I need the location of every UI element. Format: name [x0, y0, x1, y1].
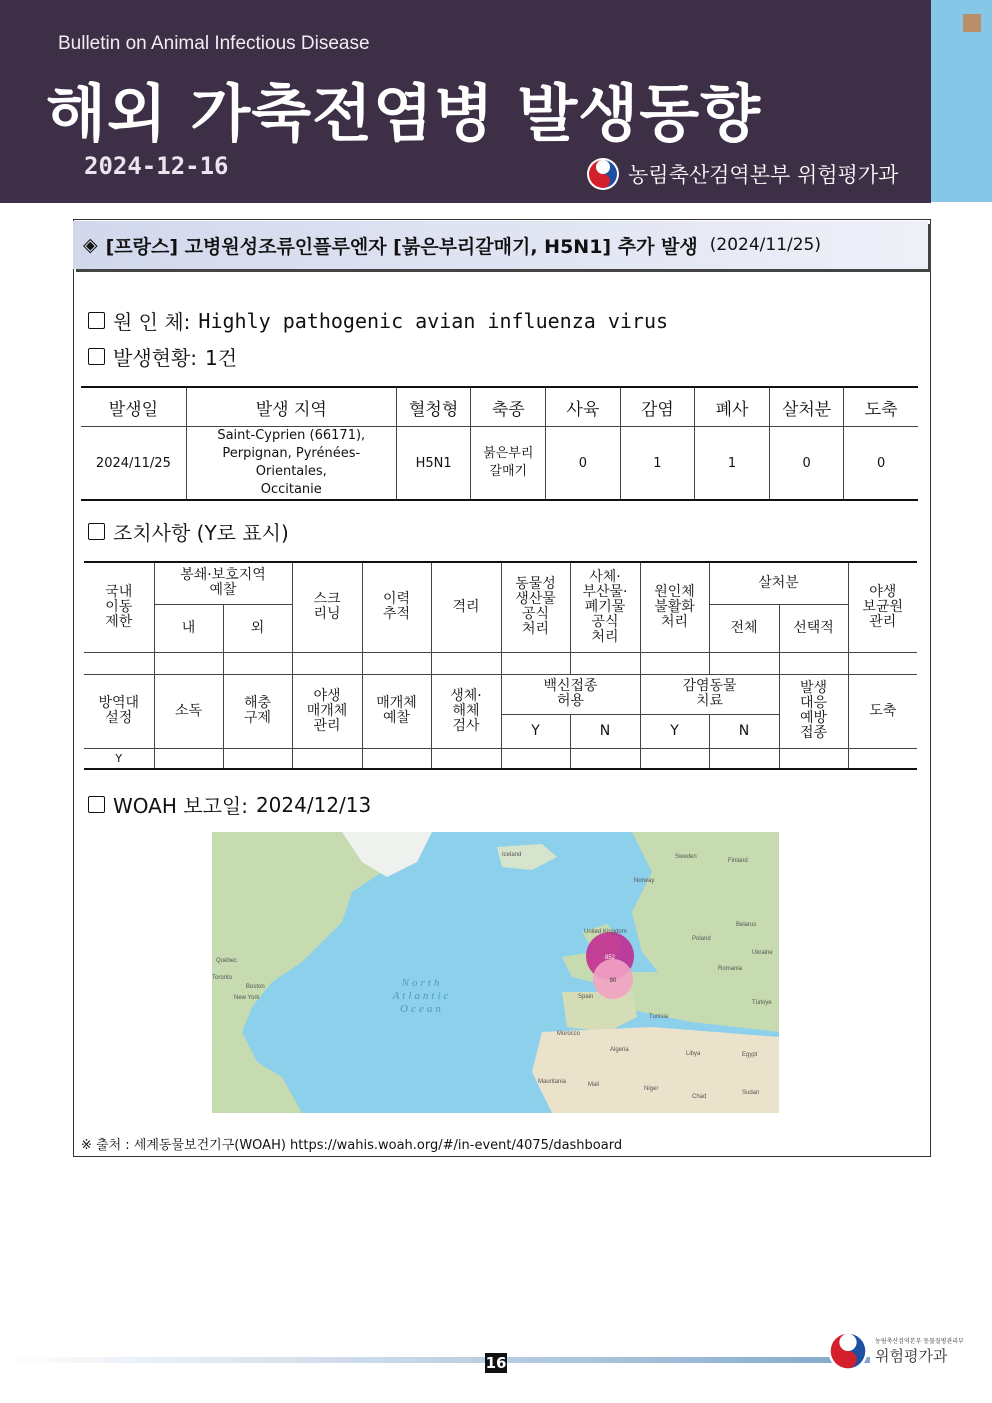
cell-reared: 0 [546, 427, 621, 501]
place-label: Poland [692, 936, 711, 942]
place-label: Chad [692, 1094, 707, 1100]
ocean-label: Atlantic [392, 990, 452, 1002]
pathogen-value: Highly pathogenic avian influenza virus [198, 308, 669, 333]
hdr-line: 발생 [799, 680, 828, 696]
col-header: 발생 지역 [186, 387, 396, 427]
hdr-vector-control [223, 674, 292, 748]
checkbox-icon [88, 523, 105, 540]
hdr-line: 감염동물 [682, 678, 737, 694]
place-label: Ukraine [752, 950, 773, 956]
hdr-wild-reservoir [848, 562, 917, 652]
status-value: 1건 [205, 346, 238, 370]
taegeuk-logo-icon [586, 157, 620, 191]
place-label: Finland [728, 858, 748, 864]
table-cell [709, 652, 779, 674]
place-label: Niger [644, 1086, 659, 1092]
place-label: Morocco [557, 1031, 581, 1037]
place-label: Boston [246, 984, 265, 990]
place-label: New York [234, 995, 260, 1001]
place-label: Mauritania [538, 1079, 567, 1085]
hdr-line: 부산물· [582, 583, 628, 600]
hdr-line: 이력 [382, 591, 411, 608]
woah-label: WOAH 보고일: [113, 794, 248, 818]
measures-line [88, 517, 289, 546]
table-cell [501, 652, 570, 674]
hdr-line: 처리 [660, 613, 689, 630]
measures-value-row [84, 652, 917, 674]
hdr-line: 국내 [105, 583, 133, 600]
place-label: Türkiye [752, 1000, 772, 1006]
org-badge [586, 156, 898, 192]
hdr-preventive-vacc [779, 674, 848, 748]
cell-slaughtered: 0 [844, 427, 918, 501]
place-label: Egypt [742, 1052, 758, 1058]
col-header: 혈청형 [396, 387, 471, 427]
hdr-line: 예방 [799, 710, 828, 726]
table-cell [431, 748, 501, 769]
col-header: 사육 [546, 387, 621, 427]
hdr-line: 백신접종 [543, 678, 598, 694]
table-cell [570, 652, 640, 674]
place-label: Belarus [736, 922, 757, 928]
place-label: Algeria [610, 1047, 629, 1053]
measures-header-row [84, 562, 917, 604]
hdr-line: 보균원 [862, 598, 904, 615]
hdr-line: 생체· [450, 687, 482, 704]
table-cell [848, 652, 917, 674]
measures-table [84, 561, 917, 770]
hdr-in: 내 [154, 604, 223, 652]
checkbox-icon [88, 348, 105, 365]
hdr-line: 공식 [521, 606, 550, 623]
table-cell [779, 652, 848, 674]
hdr-line: 예찰 [209, 582, 237, 599]
table-cell [362, 652, 431, 674]
hdr-line: 이동 [105, 598, 133, 615]
measures-header-row-2 [84, 674, 917, 714]
place-label: Norway [634, 878, 655, 884]
hdr-vaccination [501, 674, 640, 714]
region-line: Saint-Cyprien (66171), [217, 428, 366, 443]
hdr-line: 구제 [243, 710, 272, 726]
species-line: 붉은부리 [483, 446, 534, 461]
place-label: Spain [578, 994, 594, 1000]
col-header: 감염 [620, 387, 695, 427]
map-svg [212, 832, 779, 1113]
hdr-out: 외 [223, 604, 292, 652]
hdr-line: 제한 [105, 613, 133, 630]
taegeuk-logo-icon [827, 1330, 869, 1372]
hdr-culling: 살처분 [709, 562, 848, 604]
section-title-text: [프랑스] 고병원성조류인플루엔자 [붉은부리갈매기, H5N1] 추가 발생 [105, 235, 698, 258]
table-cell [501, 748, 570, 769]
cell-species [471, 427, 546, 501]
cell-infected: 1 [620, 427, 695, 501]
table-header-row [81, 387, 918, 427]
org-name: 농림축산검역본부 위험평가과 [628, 163, 899, 187]
table-cell [292, 748, 362, 769]
hdr-cull-all: 전체 [709, 604, 779, 652]
place-label: Toronto [212, 975, 233, 981]
hdr-line: 방역대 [98, 695, 140, 711]
cell-culled: 0 [769, 427, 844, 501]
region-line: Perpignan, Pyrénées-Orientales, [222, 446, 361, 479]
status-label: 발생현황: [113, 346, 198, 370]
ocean-label: Ocean [400, 1003, 444, 1015]
table-cell [640, 748, 709, 769]
cell-serotype: H5N1 [396, 427, 471, 501]
hdr-line: 야생 [869, 583, 897, 600]
table-cell [292, 652, 362, 674]
hdr-treatment [640, 674, 779, 714]
table-cell [223, 652, 292, 674]
hdr-line: 허용 [556, 693, 585, 709]
page-title: 해외 가축전염병 발생동향 [46, 77, 761, 150]
hdr-line: 봉쇄·보호지역 [180, 567, 266, 584]
table-cell [779, 748, 848, 769]
place-label: Sweden [675, 854, 697, 860]
hdr-line: 설정 [105, 710, 133, 726]
hdr-line: 접종 [799, 725, 828, 741]
hdr-line: 원인체 [654, 583, 695, 600]
pathogen-label: 원 인 체: [113, 310, 191, 334]
place-label: Romania [718, 966, 743, 972]
ocean-label: North [401, 977, 443, 989]
footer-logo [827, 1330, 964, 1372]
table-cell [362, 748, 431, 769]
hdr-screening [292, 562, 362, 652]
hdr-line: 처리 [591, 628, 619, 645]
hdr-line: 공식 [591, 613, 619, 630]
cell-dead: 1 [695, 427, 770, 501]
hdr-quarantine: 격리 [431, 562, 501, 652]
hdr-y: Y [640, 714, 709, 748]
hdr-wildlife-mgmt [292, 674, 362, 748]
header-banner [0, 0, 931, 203]
table-cell [570, 748, 640, 769]
accent-square [963, 14, 981, 32]
hdr-line: 리닝 [313, 606, 341, 623]
footer-gradient-line [0, 1357, 870, 1363]
place-label: Mali [588, 1082, 600, 1088]
place-label: United Kingdom [584, 929, 627, 935]
page-number: 16 [485, 1354, 507, 1372]
col-header: 살처분 [769, 387, 844, 427]
table-cell [709, 748, 779, 769]
outbreak-map[interactable] [212, 832, 779, 1113]
woah-line [88, 790, 371, 819]
hdr-n: N [709, 714, 779, 748]
place-label: Sudan [742, 1090, 760, 1096]
cluster-label-large: 852 [604, 955, 616, 961]
outbreak-table [81, 386, 918, 501]
hdr-line: 스크 [313, 591, 341, 608]
hdr-line: 관리 [869, 613, 897, 630]
hdr-line: 불활화 [654, 598, 695, 615]
hdr-line: 해체 [452, 702, 480, 719]
hdr-vector-surveillance [362, 674, 431, 748]
place-label: Libya [686, 1051, 701, 1057]
cluster-label-small: 90 [609, 978, 617, 984]
measures-label: 조치사항 (Y로 표시) [113, 521, 289, 545]
table-cell [848, 748, 917, 769]
table-cell [640, 652, 709, 674]
hdr-y: Y [501, 714, 570, 748]
hdr-line: 사체· [589, 568, 621, 585]
table-cell [223, 748, 292, 769]
hdr-inactivation [640, 562, 709, 652]
hdr-containment [154, 562, 292, 604]
col-header: 발생일 [81, 387, 186, 427]
hdr-line: 치료 [695, 693, 724, 709]
hdr-tracing [362, 562, 431, 652]
table-cell [154, 748, 223, 769]
section-date: (2024/11/25) [709, 235, 821, 255]
place-label: Iceland [502, 852, 522, 858]
pathogen-line [88, 306, 668, 335]
bulletin-subtitle: Bulletin on Animal Infectious Disease [58, 33, 370, 54]
hdr-antemortem [431, 674, 501, 748]
section-heading [73, 221, 928, 269]
hdr-disinfection: 소독 [154, 674, 223, 748]
col-header: 폐사 [695, 387, 770, 427]
table-cell [154, 652, 223, 674]
hdr-line: 대응 [799, 695, 828, 711]
hdr-line: 해충 [243, 695, 272, 711]
hdr-zoning [84, 674, 154, 748]
hdr-cull-selective: 선택적 [779, 604, 848, 652]
hdr-line: 관리 [313, 717, 341, 734]
cell-date: 2024/11/25 [81, 427, 186, 501]
col-header: 도축 [844, 387, 918, 427]
measures-value-row-2 [84, 748, 917, 769]
table-cell [431, 652, 501, 674]
woah-date: 2024/12/13 [255, 792, 372, 817]
status-line [88, 342, 237, 371]
table-row [81, 427, 918, 501]
hdr-line: 검사 [452, 717, 480, 734]
hdr-carcass-disposal [570, 562, 640, 652]
place-label: Québec [216, 958, 238, 964]
place-label: Tunisia [649, 1014, 669, 1020]
hdr-line: 동물성 [515, 576, 556, 593]
checkbox-icon [88, 796, 105, 813]
table-cell [84, 652, 154, 674]
hdr-n: N [570, 714, 640, 748]
hdr-line: 매개체 [306, 702, 348, 719]
diamond-icon: ◈ [83, 234, 98, 256]
hdr-movement [84, 562, 154, 652]
hdr-slaughter: 도축 [848, 674, 917, 748]
species-line: 갈매기 [489, 464, 528, 479]
hdr-line: 야생 [313, 687, 341, 704]
checkbox-icon [88, 312, 105, 329]
hdr-line: 생산물 [515, 591, 556, 608]
footer-org-small: 농림축산검역본부 동물질병관리부 [875, 1338, 964, 1345]
corner-accent [931, 0, 992, 202]
hdr-line: 추적 [382, 606, 411, 623]
source-note: ※ 출처 : 세계동물보건기구(WOAH) https://wahis.woah.org/#/in-event/4075/dashboard [81, 1138, 623, 1153]
hdr-line: 처리 [521, 621, 550, 638]
footer-org-big: 위험평가과 [875, 1347, 948, 1365]
cell-zoning-value: Y [84, 748, 154, 769]
hdr-product-disposal [501, 562, 570, 652]
col-header: 축종 [471, 387, 546, 427]
cell-region [186, 427, 396, 501]
hdr-line: 매개체 [376, 695, 417, 711]
hdr-line: 예찰 [382, 710, 411, 726]
region-line: Occitanie [260, 482, 322, 497]
publish-date: 2024-12-16 [84, 152, 229, 180]
hdr-line: 폐기물 [584, 598, 626, 615]
